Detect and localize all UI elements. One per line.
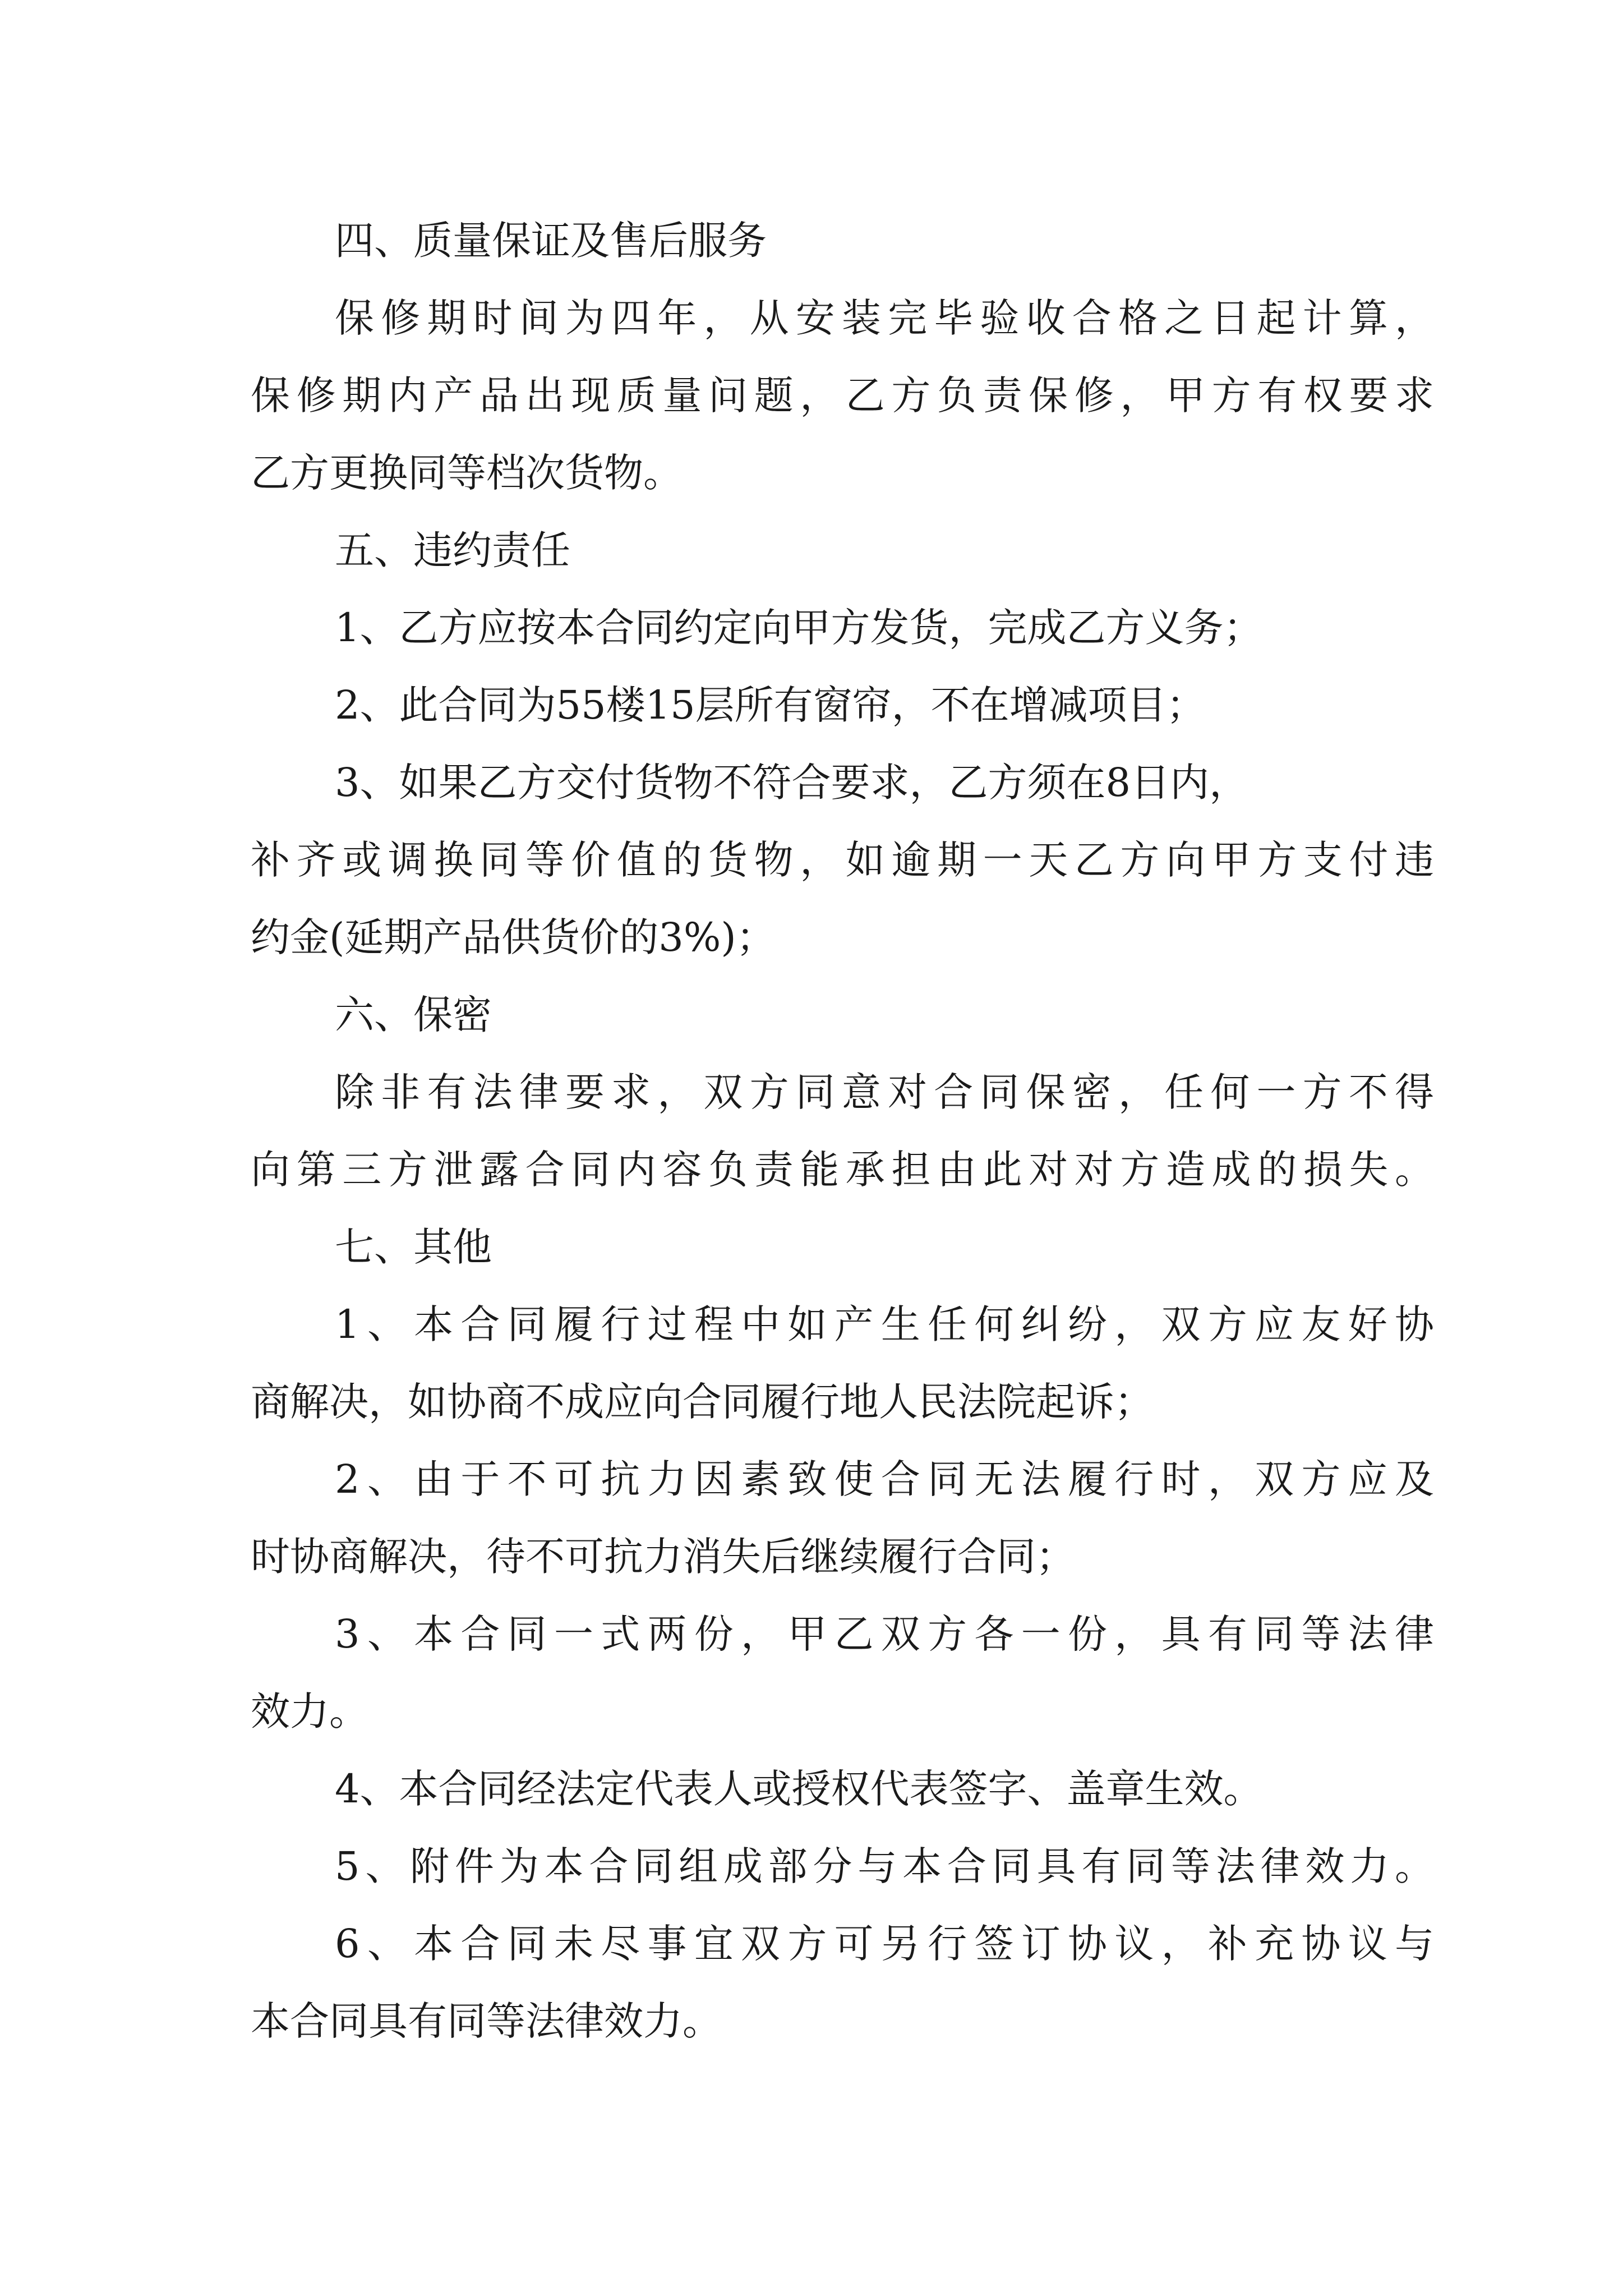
paragraph-line: 1、本合同履行过程中如产生任何纠纷，双方应友好协 — [335, 1301, 1434, 1347]
section-heading-other: 七、其他 — [335, 1224, 492, 1270]
paragraph-line: 2、此合同为55楼15层所有窗帘，不在增减项目； — [335, 682, 1206, 728]
paragraph-line: 乙方更换同等档次货物。 — [251, 450, 683, 496]
paragraph-line: 保修期内产品出现质量问题，乙方负责保修，甲方有权要求 — [251, 372, 1434, 418]
paragraph-line: 3、本合同一式两份，甲乙双方各一份，具有同等法律 — [335, 1611, 1434, 1657]
section-heading-liability: 五、违约责任 — [335, 527, 570, 573]
paragraph-line: 约金(延期产品供货价的3%)； — [251, 914, 776, 960]
paragraph-line: 3、如果乙方交付货物不符合要求，乙方须在8日内， — [335, 760, 1249, 806]
paragraph-line: 6、本合同未尽事宜双方可另行签订协议，补充协议与 — [335, 1921, 1434, 1967]
paragraph-line: 时协商解决，待不可抗力消失后继续履行合同； — [251, 1534, 1075, 1580]
paragraph-line: 保修期时间为四年，从安装完毕验收合格之日起计算， — [335, 295, 1434, 341]
paragraph-line: 4、本合同经法定代表人或授权代表签字、盖章生效。 — [335, 1766, 1263, 1812]
paragraph-line: 商解决，如协商不成应向合同履行地人民法院起诉； — [251, 1379, 1154, 1425]
section-heading-confidentiality: 六、保密 — [335, 992, 492, 1038]
paragraph-line: 5、附件为本合同组成部分与本合同具有同等法律效力。 — [335, 1843, 1434, 1889]
paragraph-line: 效力。 — [251, 1688, 368, 1734]
paragraph-line: 2、由于不可抗力因素致使合同无法履行时，双方应及 — [335, 1456, 1434, 1502]
paragraph-line: 向第三方泄露合同内容负责能承担由此对对方造成的损失。 — [251, 1147, 1434, 1193]
document-body — [251, 202, 1434, 2060]
paragraph-line: 补齐或调换同等价值的货物，如逾期一天乙方向甲方支付违 — [251, 837, 1434, 883]
paragraph-line: 除非有法律要求，双方同意对合同保密，任何一方不得 — [335, 1069, 1434, 1115]
paragraph-line: 本合同具有同等法律效力。 — [251, 1998, 722, 2044]
section-heading-quality: 四、质量保证及售后服务 — [335, 218, 767, 264]
paragraph-line: 1、乙方应按本合同约定向甲方发货，完成乙方义务； — [335, 605, 1263, 651]
